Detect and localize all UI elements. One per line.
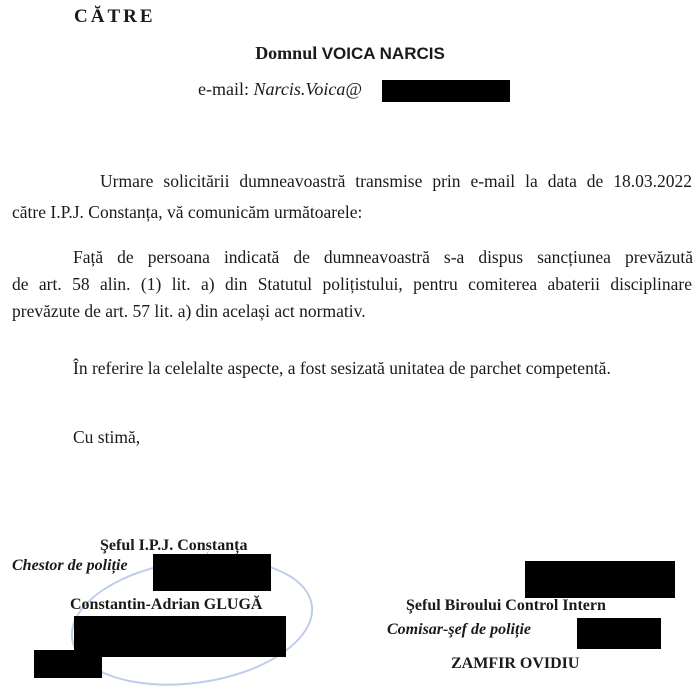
left-signatory-role: Şeful I.P.J. Constanța bbox=[100, 537, 248, 554]
recipient-heading: CĂTRE bbox=[74, 6, 156, 27]
paragraph-2-line-1: Față de persoana indicată de dumneavoastră s-a dispus sancțiunea prevăzută bbox=[73, 247, 693, 267]
right-signatory-role: Şeful Biroului Control Intern bbox=[406, 597, 606, 614]
closing-salutation: Cu stimă, bbox=[73, 427, 141, 447]
email-value: Narcis.Voica@ bbox=[253, 79, 362, 99]
redaction-bar bbox=[34, 650, 102, 678]
paragraph-1-line-1: Urmare solicitării dumneavoastră transmise prin e-mail la data de 18.03.2022 bbox=[100, 171, 692, 191]
addressee-title: Domnul bbox=[255, 43, 322, 63]
email-line bbox=[198, 79, 362, 100]
left-signatory-rank: Chestor de poliție bbox=[12, 557, 128, 574]
paragraph-2-line-3: prevăzute de art. 57 lit. a) din același act normativ. bbox=[12, 301, 366, 321]
addressee-line bbox=[0, 43, 700, 64]
paragraph-1-line-2: către I.P.J. Constanța, vă comunicăm următoarele: bbox=[12, 202, 363, 222]
redaction-bar bbox=[525, 561, 675, 598]
paragraph-2-line-2: de art. 58 alin. (1) lit. a) din Statutul polițistului, pentru comiterea abaterii disciplinare bbox=[12, 274, 692, 294]
redaction-bar bbox=[153, 554, 271, 591]
redaction-bar bbox=[382, 80, 510, 102]
left-signatory-name: Constantin-Adrian GLUGĂ bbox=[70, 596, 263, 613]
redaction-bar bbox=[74, 616, 286, 657]
right-signatory-rank: Comisar-şef de poliție bbox=[387, 621, 531, 638]
redaction-bar bbox=[577, 618, 661, 649]
right-signatory-name: ZAMFIR OVIDIU bbox=[451, 655, 580, 672]
addressee-name: VOICA NARCIS bbox=[321, 44, 445, 63]
paragraph-3: În referire la celelalte aspecte, a fost sesizată unitatea de parchet competentă. bbox=[73, 358, 611, 378]
email-label: e-mail: bbox=[198, 79, 254, 99]
